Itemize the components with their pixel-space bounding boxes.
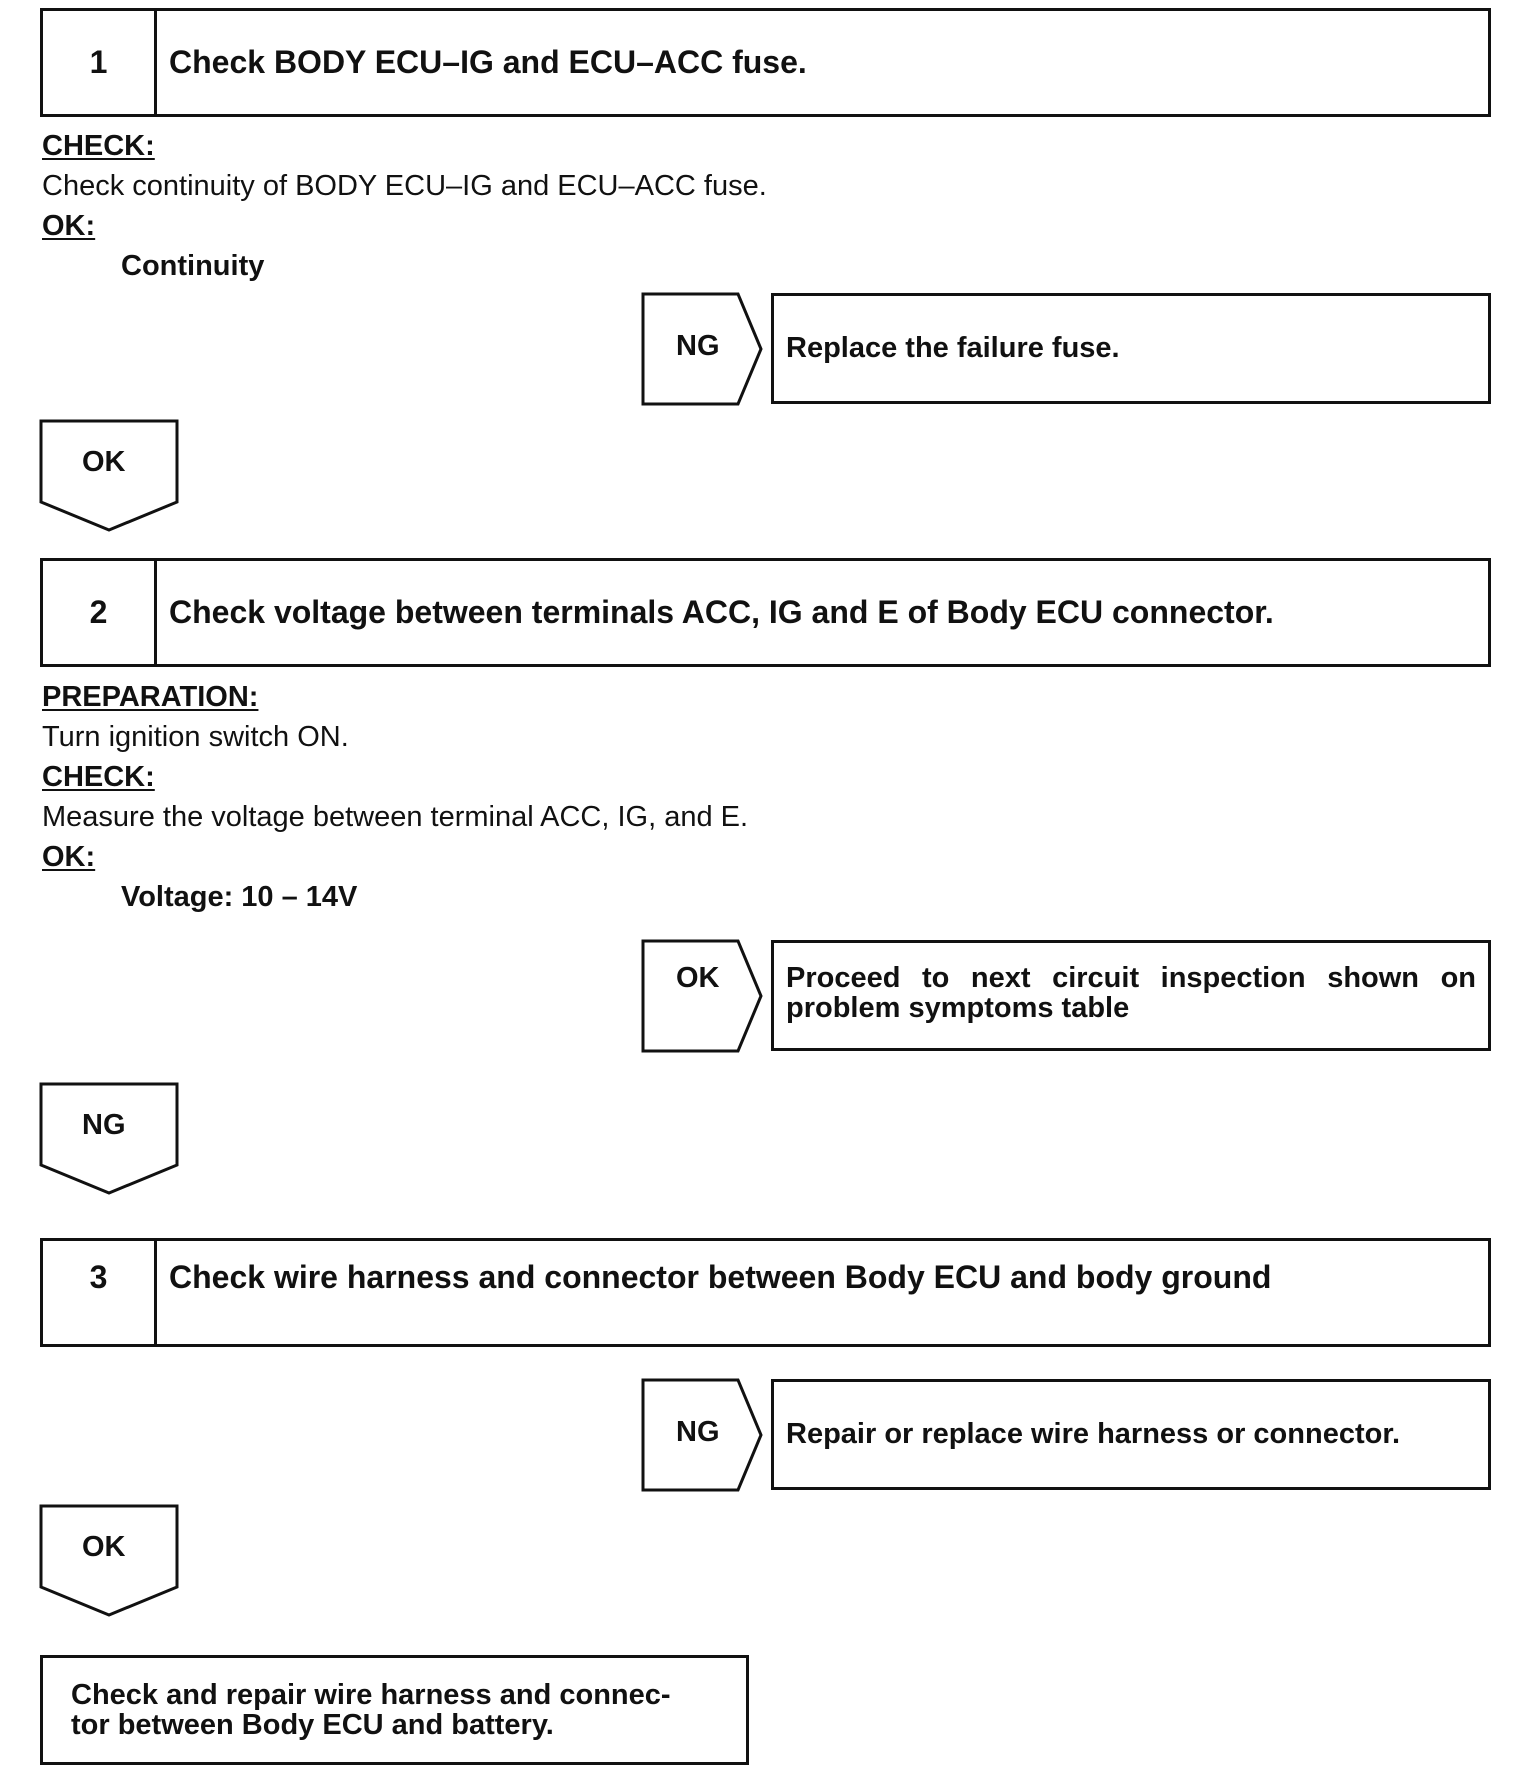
step-3-branch-action: Repair or replace wire harness or connector. — [771, 1379, 1491, 1490]
step-2-ok-label: OK: — [42, 841, 96, 873]
final-action-line2: tor between Body ECU and battery. — [71, 1709, 554, 1741]
step-2-branch-tag: OK — [676, 962, 720, 994]
step-1-check-label: CHECK: — [42, 130, 155, 162]
step-2-branch-action-line2: problem symptoms table — [786, 992, 1130, 1024]
step-2-ok-value: Voltage: 10 – 14V — [121, 881, 358, 913]
final-action-line1: Check and repair wire harness and connec- — [71, 1679, 671, 1711]
step-1-ok-label: OK: — [42, 210, 96, 242]
step-2-number: 2 — [43, 561, 157, 664]
step-1-title: Check BODY ECU–IG and ECU–ACC fuse. — [169, 44, 807, 80]
step-2-check-label: CHECK: — [42, 761, 155, 793]
step-1-ok-value: Continuity — [121, 250, 265, 282]
step-3-number: 3 — [43, 1241, 157, 1344]
step-2-title: Check voltage between terminals ACC, IG and E of Body ECU connector. — [169, 594, 1274, 630]
step-2-continue-tag: NG — [82, 1109, 126, 1141]
step-1-check-text: Check continuity of BODY ECU–IG and ECU–ACC fuse. — [42, 170, 767, 202]
step-3-continue-tag: OK — [82, 1531, 126, 1563]
step-1-branch-action: Replace the failure fuse. — [771, 293, 1491, 404]
step-2-check-text: Measure the voltage between terminal ACC, IG, and E. — [42, 801, 749, 833]
final-action-box — [40, 1655, 749, 1765]
step-2-branch-action-line1: Proceed to next circuit inspection shown on — [786, 962, 1476, 994]
step-1-continue-tag: OK — [82, 446, 126, 478]
step-2-preparation-label: PREPARATION: — [42, 681, 259, 713]
step-1-branch-tag: NG — [676, 330, 720, 362]
step-1-number: 1 — [43, 11, 157, 114]
step-2-preparation-text: Turn ignition switch ON. — [42, 721, 349, 753]
step-3-title: Check wire harness and connector between Body ECU and body ground — [169, 1259, 1272, 1295]
step-3-branch-tag: NG — [676, 1416, 720, 1448]
